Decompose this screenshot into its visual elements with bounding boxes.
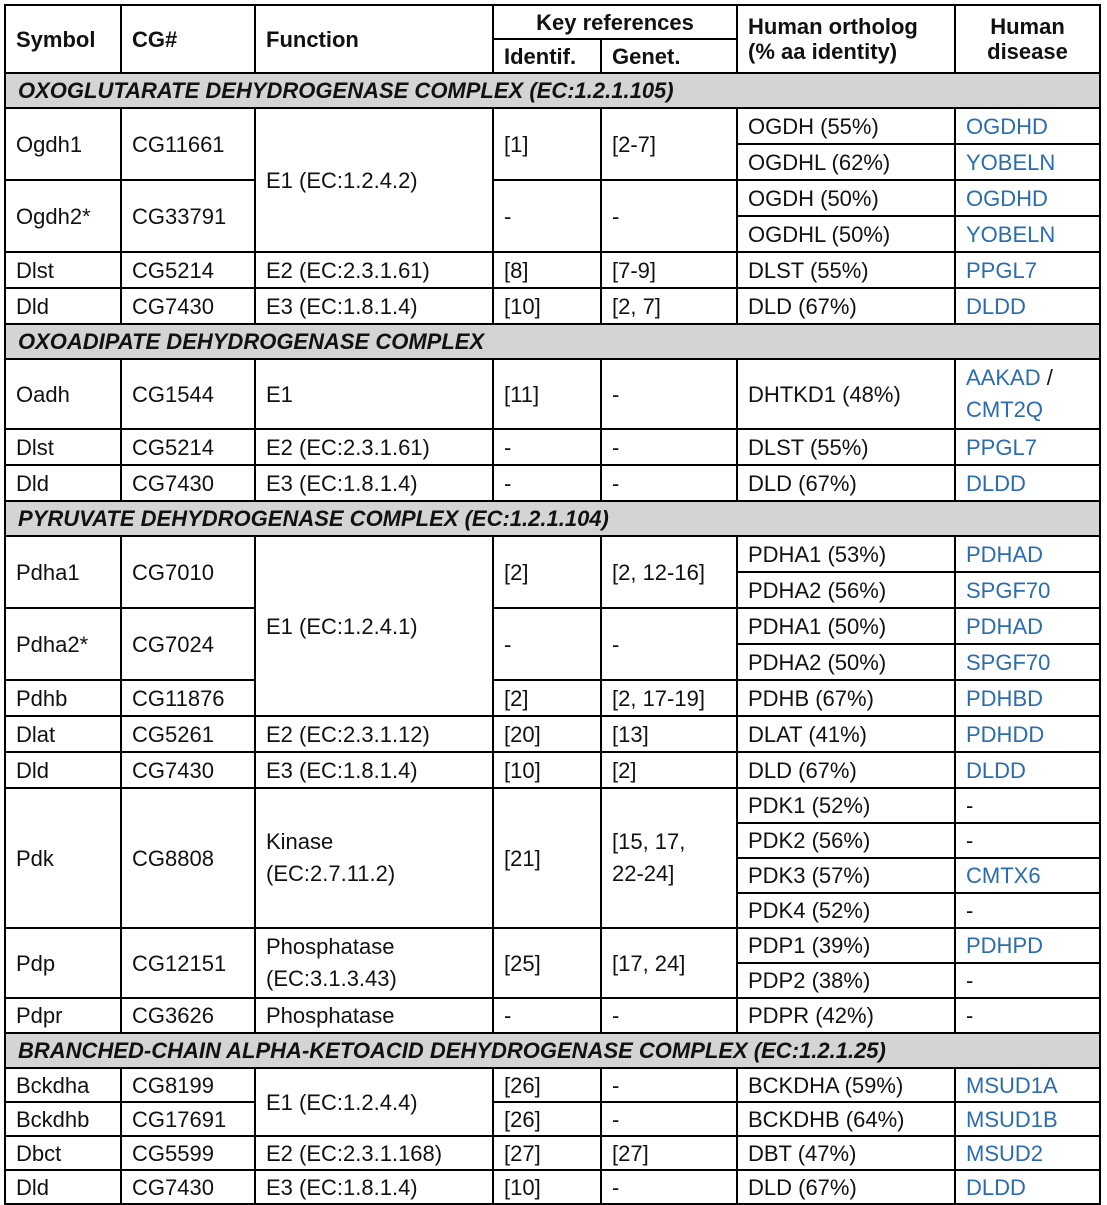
- cell-cg: CG5214: [121, 252, 255, 288]
- disease-link[interactable]: OGDHD: [966, 113, 1048, 139]
- cell-disease: [955, 1136, 1100, 1170]
- disease-link[interactable]: DLDD: [966, 293, 1026, 319]
- cell-symbol: Bckdha: [5, 1068, 121, 1102]
- cell-disease: [955, 180, 1100, 216]
- cell-symbol: Pdha1: [5, 536, 121, 608]
- cell-symbol: Dld: [5, 1170, 121, 1204]
- cell-ortholog: PDK4 (52%): [737, 893, 955, 928]
- section-title: OXOGLUTARATE DEHYDROGENASE COMPLEX (EC:1.2.1.105): [5, 73, 1100, 108]
- cell-cg: CG11661: [121, 108, 255, 180]
- cell-cg: CG8808: [121, 788, 255, 928]
- cell-genet: -: [601, 998, 737, 1033]
- cell-ortholog: OGDH (55%): [737, 108, 955, 144]
- cell-function: E1 (EC:1.2.4.4): [255, 1068, 493, 1136]
- cell-genet: [17, 24]: [601, 928, 737, 998]
- cell-symbol: Pdp: [5, 928, 121, 998]
- cell-genet: [2, 7]: [601, 288, 737, 324]
- header-human-ortholog: [737, 5, 955, 73]
- cell-disease: -: [955, 823, 1100, 858]
- cell-disease: [955, 359, 1100, 429]
- header-ortholog-line2: (% aa identity): [748, 39, 898, 64]
- cell-disease: [955, 465, 1100, 501]
- table-row: [5, 1170, 1100, 1204]
- cell-symbol: Dbct: [5, 1136, 121, 1170]
- header-row-1: [5, 5, 1100, 39]
- cell-ortholog: DLST (55%): [737, 252, 955, 288]
- cell-cg: CG5599: [121, 1136, 255, 1170]
- disease-link[interactable]: PDHAD: [966, 613, 1044, 639]
- header-disease-line1: Human: [990, 14, 1065, 39]
- cell-cg: CG33791: [121, 180, 255, 252]
- cell-ortholog: DLD (67%): [737, 465, 955, 501]
- cell-symbol: Ogdh2*: [5, 180, 121, 252]
- disease-link[interactable]: PPGL7: [966, 257, 1037, 283]
- table-row: [5, 288, 1100, 324]
- cell-genet: -: [601, 1068, 737, 1102]
- cell-cg: CG5261: [121, 716, 255, 752]
- disease-link[interactable]: DLDD: [966, 1174, 1026, 1200]
- cell-genet: -: [601, 180, 737, 252]
- cell-symbol: Pdpr: [5, 998, 121, 1033]
- table-row: [5, 1068, 1100, 1102]
- table-row: [5, 680, 1100, 716]
- disease-link[interactable]: DLDD: [966, 470, 1026, 496]
- cell-ortholog: BCKDHA (59%): [737, 1068, 955, 1102]
- table-row: [5, 788, 1100, 823]
- cell-disease: [955, 1102, 1100, 1136]
- cell-disease: [955, 429, 1100, 465]
- table-row: [5, 716, 1100, 752]
- cell-symbol: Pdk: [5, 788, 121, 928]
- table-row: [5, 1136, 1100, 1170]
- cell-symbol: Dld: [5, 465, 121, 501]
- section-header: [5, 73, 1100, 108]
- disease-link[interactable]: PDHDD: [966, 721, 1045, 747]
- cell-identif: -: [493, 465, 601, 501]
- cell-identif: [2]: [493, 536, 601, 608]
- cell-ortholog: DLD (67%): [737, 752, 955, 788]
- disease-link[interactable]: MSUD1B: [966, 1106, 1058, 1132]
- cell-identif: [20]: [493, 716, 601, 752]
- cell-disease: [955, 752, 1100, 788]
- cell-symbol: Dlat: [5, 716, 121, 752]
- disease-link[interactable]: SPGF70: [966, 577, 1051, 603]
- cell-ortholog: DLD (67%): [737, 1170, 955, 1204]
- header-genet: Genet.: [601, 39, 737, 73]
- cell-function: E3 (EC:1.8.1.4): [255, 288, 493, 324]
- table-row: [5, 429, 1100, 465]
- cell-ortholog: OGDH (50%): [737, 180, 955, 216]
- cell-cg: CG17691: [121, 1102, 255, 1136]
- table-row: [5, 752, 1100, 788]
- cell-function: E2 (EC:2.3.1.61): [255, 252, 493, 288]
- cell-identif: [21]: [493, 788, 601, 928]
- section-header: [5, 324, 1100, 359]
- cell-function: E2 (EC:2.3.1.12): [255, 716, 493, 752]
- cell-genet: [27]: [601, 1136, 737, 1170]
- cell-function: Phosphatase: [255, 998, 493, 1033]
- cell-identif: -: [493, 998, 601, 1033]
- cell-function: [255, 928, 493, 998]
- cell-disease: [955, 608, 1100, 644]
- cell-cg: CG8199: [121, 1068, 255, 1102]
- function-line: (EC:2.7.11.2): [266, 861, 396, 886]
- function-line: Phosphatase: [266, 934, 395, 959]
- cell-ortholog: DLAT (41%): [737, 716, 955, 752]
- cell-genet: -: [601, 465, 737, 501]
- cell-disease: [955, 108, 1100, 144]
- cell-genet: -: [601, 1170, 737, 1204]
- cell-cg: CG3626: [121, 998, 255, 1033]
- cell-identif: [27]: [493, 1136, 601, 1170]
- cell-identif: [26]: [493, 1102, 601, 1136]
- cell-symbol: Dlst: [5, 429, 121, 465]
- cell-ortholog: PDP1 (39%): [737, 928, 955, 963]
- disease-link[interactable]: PPGL7: [966, 434, 1037, 460]
- cell-genet: [2, 12-16]: [601, 536, 737, 608]
- disease-link[interactable]: PDHBD: [966, 685, 1044, 711]
- cell-identif: -: [493, 180, 601, 252]
- cell-symbol: Pdha2*: [5, 608, 121, 680]
- cell-cg: CG1544: [121, 359, 255, 429]
- cell-identif: [10]: [493, 752, 601, 788]
- cell-ortholog: DHTKD1 (48%): [737, 359, 955, 429]
- cell-genet: [7-9]: [601, 252, 737, 288]
- cell-identif: [8]: [493, 252, 601, 288]
- cell-disease: -: [955, 893, 1100, 928]
- header-key-references: Key references: [493, 5, 737, 39]
- disease-link[interactable]: CMT2Q: [966, 397, 1043, 422]
- disease-link[interactable]: DLDD: [966, 757, 1026, 783]
- genet-line: 22-24]: [612, 861, 675, 886]
- disease-link[interactable]: YOBELN: [966, 149, 1056, 175]
- cell-genet: [2]: [601, 752, 737, 788]
- function-line: Kinase: [266, 829, 334, 854]
- cell-ortholog: PDHA2 (56%): [737, 572, 955, 608]
- cell-ortholog: DBT (47%): [737, 1136, 955, 1170]
- cell-cg: CG7024: [121, 608, 255, 680]
- cell-function: E3 (EC:1.8.1.4): [255, 465, 493, 501]
- cell-identif: [1]: [493, 108, 601, 180]
- section-header: [5, 501, 1100, 536]
- cell-ortholog: BCKDHB (64%): [737, 1102, 955, 1136]
- header-disease-line2: disease: [987, 39, 1068, 64]
- cell-ortholog: PDK2 (56%): [737, 823, 955, 858]
- cell-symbol: Dld: [5, 288, 121, 324]
- header-ortholog-line1: Human ortholog: [748, 14, 918, 39]
- section-header: [5, 1033, 1100, 1068]
- cell-function: E1 (EC:1.2.4.1): [255, 536, 493, 716]
- cell-disease: [955, 216, 1100, 252]
- cell-disease: -: [955, 963, 1100, 998]
- disease-separator: /: [1040, 365, 1053, 390]
- disease-link[interactable]: AAKAD: [966, 365, 1041, 390]
- cell-symbol: Pdhb: [5, 680, 121, 716]
- cell-disease: [955, 252, 1100, 288]
- cell-genet: -: [601, 359, 737, 429]
- cell-symbol: Bckdhb: [5, 1102, 121, 1136]
- header-identif: Identif.: [493, 39, 601, 73]
- cell-disease: [955, 858, 1100, 893]
- cell-disease: -: [955, 788, 1100, 823]
- cell-identif: -: [493, 608, 601, 680]
- header-symbol: Symbol: [5, 5, 121, 73]
- cell-disease: [955, 1068, 1100, 1102]
- cell-function: E3 (EC:1.8.1.4): [255, 1170, 493, 1204]
- table-row: [5, 252, 1100, 288]
- cell-function: E2 (EC:2.3.1.61): [255, 429, 493, 465]
- cell-symbol: Ogdh1: [5, 108, 121, 180]
- cell-disease: [955, 572, 1100, 608]
- cell-ortholog: PDHB (67%): [737, 680, 955, 716]
- cell-disease: -: [955, 998, 1100, 1033]
- table-row: [5, 180, 1100, 216]
- cell-identif: [26]: [493, 1068, 601, 1102]
- disease-link[interactable]: OGDHD: [966, 185, 1048, 211]
- cell-cg: CG11876: [121, 680, 255, 716]
- disease-link[interactable]: PDHPD: [966, 933, 1044, 958]
- enzyme-complex-table: [4, 4, 1101, 1205]
- cell-genet: [601, 788, 737, 928]
- cell-identif: [11]: [493, 359, 601, 429]
- cell-symbol: Oadh: [5, 359, 121, 429]
- cell-ortholog: DLD (67%): [737, 288, 955, 324]
- cell-symbol: Dld: [5, 752, 121, 788]
- disease-link[interactable]: PDHAD: [966, 541, 1044, 567]
- disease-link[interactable]: MSUD2: [966, 1140, 1044, 1166]
- cell-identif: [10]: [493, 288, 601, 324]
- cell-cg: CG7010: [121, 536, 255, 608]
- cell-disease: [955, 644, 1100, 680]
- cell-function: E1: [255, 359, 493, 429]
- cell-cg: CG7430: [121, 752, 255, 788]
- table-row: [5, 536, 1100, 572]
- disease-link[interactable]: SPGF70: [966, 649, 1051, 675]
- table-row: [5, 465, 1100, 501]
- cell-disease: [955, 928, 1100, 963]
- table-row: [5, 359, 1100, 429]
- cell-ortholog: PDP2 (38%): [737, 963, 955, 998]
- table-row: [5, 928, 1100, 963]
- cell-cg: CG7430: [121, 465, 255, 501]
- cell-genet: -: [601, 1102, 737, 1136]
- cell-disease: [955, 680, 1100, 716]
- cell-genet: [2-7]: [601, 108, 737, 180]
- table-row: [5, 108, 1100, 144]
- cell-disease: [955, 716, 1100, 752]
- cell-identif: [25]: [493, 928, 601, 998]
- disease-link[interactable]: YOBELN: [966, 221, 1056, 247]
- cell-genet: -: [601, 608, 737, 680]
- cell-symbol: Dlst: [5, 252, 121, 288]
- cell-identif: -: [493, 429, 601, 465]
- cell-ortholog: OGDHL (62%): [737, 144, 955, 180]
- cell-function: E1 (EC:1.2.4.2): [255, 108, 493, 252]
- cell-ortholog: PDHA1 (53%): [737, 536, 955, 572]
- genet-line: [15, 17,: [612, 829, 686, 854]
- cell-identif: [2]: [493, 680, 601, 716]
- cell-disease: [955, 144, 1100, 180]
- disease-link[interactable]: CMTX6: [966, 863, 1041, 888]
- section-title: BRANCHED-CHAIN ALPHA-KETOACID DEHYDROGENASE COMPLEX (EC:1.2.1.25): [5, 1033, 1100, 1068]
- cell-disease: [955, 1170, 1100, 1204]
- cell-ortholog: PDHA1 (50%): [737, 608, 955, 644]
- cell-genet: [2, 17-19]: [601, 680, 737, 716]
- cell-ortholog: DLST (55%): [737, 429, 955, 465]
- cell-identif: [10]: [493, 1170, 601, 1204]
- cell-ortholog: PDK3 (57%): [737, 858, 955, 893]
- cell-genet: [13]: [601, 716, 737, 752]
- cell-genet: -: [601, 429, 737, 465]
- section-title: OXOADIPATE DEHYDROGENASE COMPLEX: [5, 324, 1100, 359]
- cell-function: [255, 788, 493, 928]
- cell-disease: [955, 536, 1100, 572]
- cell-disease: [955, 288, 1100, 324]
- section-title: PYRUVATE DEHYDROGENASE COMPLEX (EC:1.2.1.104): [5, 501, 1100, 536]
- disease-link[interactable]: MSUD1A: [966, 1072, 1058, 1098]
- table-row: [5, 1102, 1100, 1136]
- cell-cg: CG5214: [121, 429, 255, 465]
- cell-cg: CG12151: [121, 928, 255, 998]
- header-function: Function: [255, 5, 493, 73]
- cell-ortholog: PDHA2 (50%): [737, 644, 955, 680]
- cell-function: E2 (EC:2.3.1.168): [255, 1136, 493, 1170]
- cell-ortholog: PDK1 (52%): [737, 788, 955, 823]
- header-cg: CG#: [121, 5, 255, 73]
- cell-ortholog: OGDHL (50%): [737, 216, 955, 252]
- cell-cg: CG7430: [121, 288, 255, 324]
- header-human-disease: [955, 5, 1100, 73]
- cell-cg: CG7430: [121, 1170, 255, 1204]
- cell-function: E3 (EC:1.8.1.4): [255, 752, 493, 788]
- table-row: [5, 608, 1100, 644]
- table-row: [5, 998, 1100, 1033]
- cell-ortholog: PDPR (42%): [737, 998, 955, 1033]
- function-line: (EC:3.1.3.43): [266, 966, 397, 991]
